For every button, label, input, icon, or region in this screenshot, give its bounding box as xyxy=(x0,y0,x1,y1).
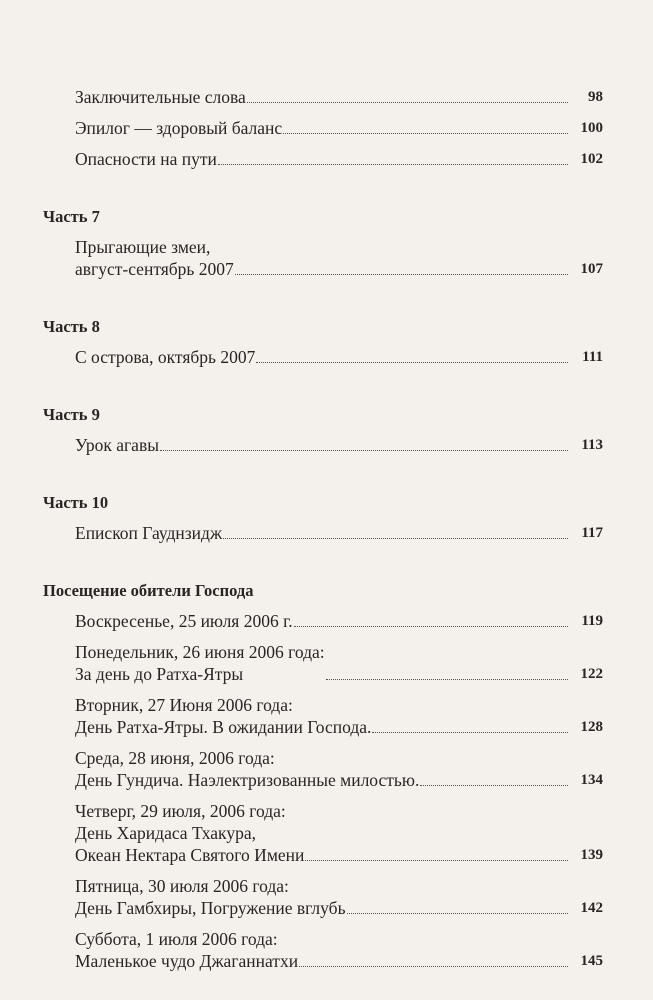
page-number: 111 xyxy=(582,349,603,365)
entry-title-line: За день до Ратха-Ятры xyxy=(75,664,244,684)
entry-title-line: Маленькое чудо Джаганнатхи xyxy=(75,951,299,971)
entry-title xyxy=(75,610,293,632)
entry-title xyxy=(75,875,346,919)
page-number: 145 xyxy=(580,953,603,969)
entry-title-line: День Гамбхиры, Погружение вглубь xyxy=(75,898,346,918)
entry-title-line: Вторник, 27 Июня 2006 года: xyxy=(75,695,293,715)
entry-title-line: Прыгающие змеи, xyxy=(75,237,211,257)
part-heading: Часть 8 xyxy=(43,317,100,336)
toc-entry[interactable] xyxy=(43,236,603,280)
dot-leader xyxy=(218,164,568,165)
entry-title xyxy=(75,117,282,139)
dot-leader xyxy=(420,785,568,786)
dot-leader xyxy=(294,626,568,627)
page-number: 107 xyxy=(580,261,603,277)
part-heading: Часть 10 xyxy=(43,493,109,512)
entry-title-line: Воскресенье, 25 июля 2006 г. xyxy=(75,611,293,631)
entry-title xyxy=(75,641,325,685)
toc-entry[interactable] xyxy=(43,522,603,544)
entry-title-line: С острова, октябрь 2007 xyxy=(75,347,256,367)
page-number: 98 xyxy=(588,89,603,105)
toc-entry[interactable] xyxy=(43,86,603,108)
entry-title xyxy=(75,694,371,738)
dot-leader xyxy=(235,274,568,275)
part-heading: Часть 7 xyxy=(43,207,100,226)
toc-entry[interactable] xyxy=(43,747,603,791)
entry-title-line: Опасности на пути xyxy=(75,149,217,169)
entry-title xyxy=(75,148,217,170)
entry-title-line: Пятница, 30 июля 2006 года: xyxy=(75,876,289,896)
entry-title-line: День Гундича. Наэлектризованные милостью. xyxy=(75,770,420,790)
entry-title xyxy=(75,434,159,456)
dot-leader xyxy=(326,679,568,680)
page-number: 100 xyxy=(580,120,603,136)
entry-title-line: август-сентябрь 2007 xyxy=(75,259,234,279)
dot-leader xyxy=(372,732,568,733)
section-heading: Посещение обители Господа xyxy=(43,581,254,600)
entry-title xyxy=(75,800,304,866)
part-heading: Часть 9 xyxy=(43,405,100,424)
entry-title-line: Океан Нектара Святого Имени xyxy=(75,845,305,865)
toc-entry[interactable] xyxy=(43,875,603,919)
entry-title xyxy=(75,747,419,791)
toc-entry[interactable] xyxy=(43,800,603,866)
entry-title-line: Понедельник, 26 июня 2006 года: xyxy=(75,642,325,662)
dot-leader xyxy=(305,860,568,861)
dot-leader xyxy=(223,538,568,539)
entry-title-line: Епископ Гауднзидж xyxy=(75,523,223,543)
entry-title-line: Четверг, 29 июля, 2006 года: xyxy=(75,801,286,821)
dot-leader xyxy=(247,102,568,103)
toc-entry[interactable] xyxy=(43,694,603,738)
toc-entry[interactable] xyxy=(43,346,603,368)
entry-title xyxy=(75,928,298,972)
entry-title-line: День Харидаса Тхакура, xyxy=(75,823,256,843)
page-number: 142 xyxy=(580,900,603,916)
entry-title-line: Заключительные слова xyxy=(75,87,246,107)
page-number: 134 xyxy=(580,772,603,788)
entry-title-line: Среда, 28 июня, 2006 года: xyxy=(75,748,275,768)
entry-title-line: День Ратха-Ятры. В ожидании Господа. xyxy=(75,717,372,737)
entry-title-line: Урок агавы xyxy=(75,435,159,455)
dot-leader xyxy=(160,450,568,451)
toc-entry[interactable] xyxy=(43,641,603,685)
page-number: 117 xyxy=(581,525,603,541)
page-number: 139 xyxy=(580,847,603,863)
dot-leader xyxy=(347,913,568,914)
dot-leader xyxy=(299,966,568,967)
page-number: 113 xyxy=(581,437,603,453)
entry-title-line: Эпилог — здоровый баланс xyxy=(75,118,283,138)
toc-entry[interactable] xyxy=(43,117,603,139)
table-of-contents xyxy=(43,86,603,981)
page-number: 122 xyxy=(580,666,603,682)
toc-entry[interactable] xyxy=(43,434,603,456)
entry-title xyxy=(75,236,234,280)
page-number: 119 xyxy=(581,613,603,629)
toc-entry[interactable] xyxy=(43,928,603,972)
entry-title xyxy=(75,346,255,368)
toc-entry[interactable] xyxy=(43,148,603,170)
dot-leader xyxy=(283,133,568,134)
page-number: 102 xyxy=(580,151,603,167)
page-number: 128 xyxy=(580,719,603,735)
entry-title xyxy=(75,522,222,544)
entry-title-line: Суббота, 1 июля 2006 года: xyxy=(75,929,278,949)
entry-title xyxy=(75,86,246,108)
toc-entry[interactable] xyxy=(43,610,603,632)
dot-leader xyxy=(256,362,568,363)
